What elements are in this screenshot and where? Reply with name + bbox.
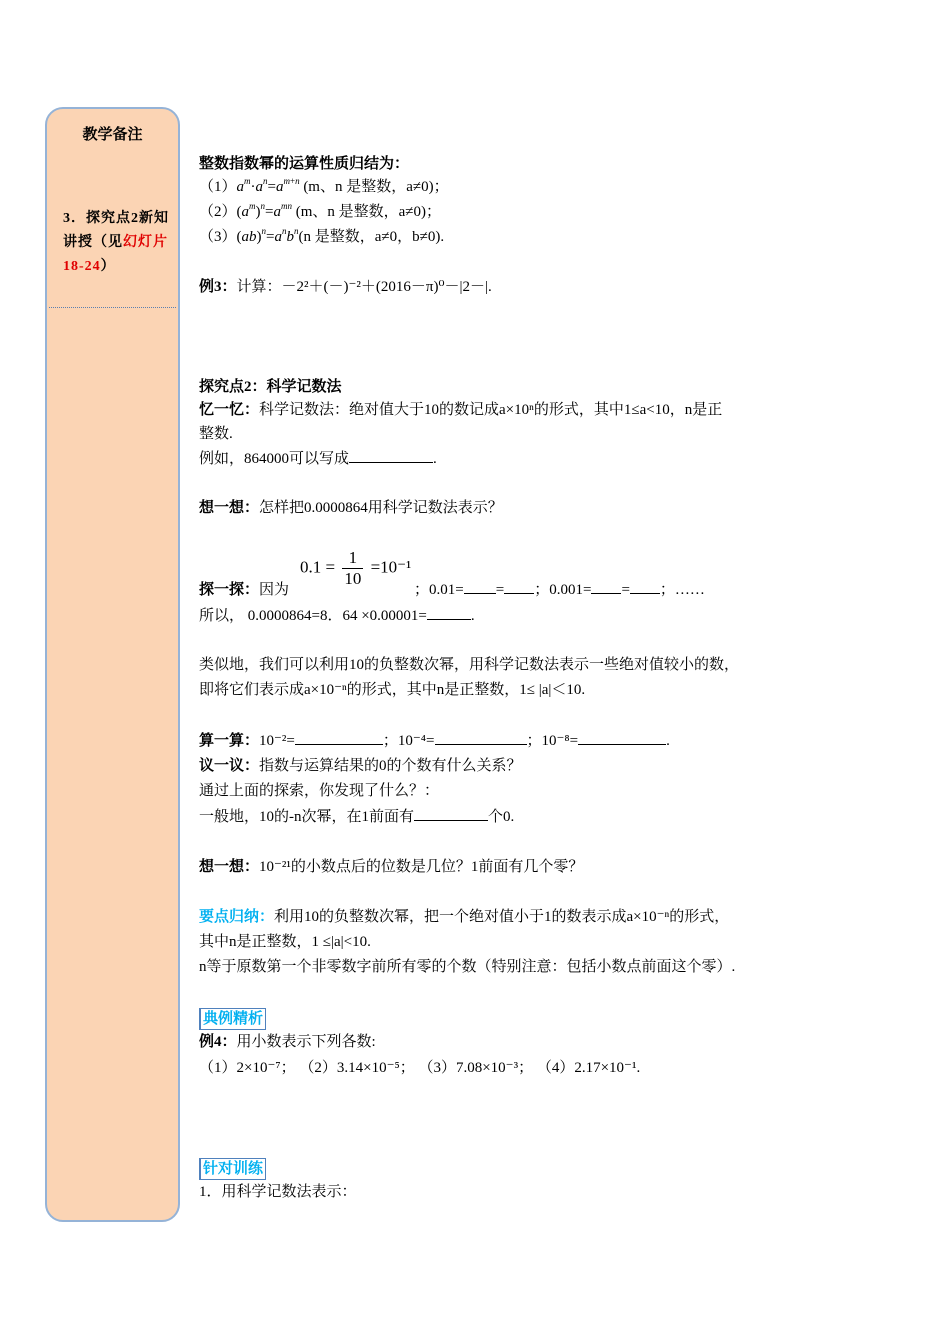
- found-line: 通过上面的探索，你发现了什么？：: [199, 783, 440, 799]
- section-2-heading: 探究点2：科学记数法: [199, 379, 342, 395]
- calc-line: 算一算：10⁻²= ；10⁻⁴= ；10⁻⁸= .: [199, 730, 670, 752]
- analog-line-2: 即将它们表示成a×10⁻ⁿ的形式，其中n是正整数，1≤ |a|＜10.: [199, 682, 586, 698]
- discuss-line: 议一议：指数与运算结果的0的个数有什么关系？: [199, 758, 522, 774]
- sidebar-divider: [49, 307, 176, 308]
- typical-example-tag: 典例精析: [199, 1008, 266, 1030]
- think-1: 想一想：怎样把0.0000864用科学记数法表示？: [199, 500, 503, 516]
- example-4-items: （1）2×10⁻⁷； （2）3.14×10⁻⁵； （3）7.08×10⁻³； （4）2.17×10⁻¹.: [199, 1060, 641, 1076]
- sidebar-title: 教学备注: [82, 127, 143, 143]
- rule-3: $(3)(ab)^n=a^nb^n(n$ 是整数，a≠0，b≠0).: [199, 226, 445, 245]
- teaching-notes-sidebar: [45, 107, 180, 1222]
- practice-tag: 针对训练: [199, 1158, 266, 1180]
- example-line: 例如，864000可以写成 .: [199, 448, 437, 470]
- general-line: 一般地，10的-n次幂，在1前面有 个0.: [199, 806, 514, 828]
- recall-line-2: 整数.: [199, 426, 233, 442]
- sidebar-note-slides: 幻灯片18-24: [63, 235, 168, 274]
- sidebar-note-paren-close: ）: [100, 259, 116, 274]
- think-2: 想一想：10⁻²¹的小数点后的位数是几位？1前面有几个零？: [199, 859, 584, 875]
- so-line: 所以， 0.0000864=8．64 ×0.00001= .: [199, 605, 475, 627]
- sidebar-note-text: 3．探究点2新知讲授: [63, 211, 169, 250]
- example-4: 例4：用小数表示下列各数:: [199, 1034, 376, 1050]
- practice-item-1: 1．用科学记数法表示：: [199, 1184, 357, 1200]
- key-points-3: n等于原数第一个非零数字前所有零的个数（特别注意：包括小数点前面这个零）.: [199, 959, 736, 975]
- example-3: 例3：计算：－2²＋(－)⁻²＋(2016－π)⁰－|2－|.: [199, 279, 492, 295]
- analog-line-1: 类似地，我们可以利用10的负整数次幂，用科学记数法表示一些绝对值较小的数，: [199, 657, 740, 673]
- rule-2: $(2)(a^m)^n=a^{mn}$ (m、n 是整数，a≠0)；: [199, 201, 442, 220]
- fraction-expression: 0.1 = $\frac{1}{10}$ =10⁻¹: [300, 548, 412, 588]
- explore-line: 探一探：因为 ；0.01= = ；0.001= = ；……: [199, 579, 705, 601]
- sidebar-note-paren-open: （见: [93, 235, 123, 250]
- key-points-1: 要点归纳：利用10的负整数次幂，把一个绝对值小于1的数表示成a×10⁻ⁿ的形式，: [199, 909, 730, 925]
- recall-line: 忆一忆：科学记数法：绝对值大于10的数记成a×10ⁿ的形式，其中1≤a<10，n是正: [199, 402, 723, 418]
- rules-heading: 整数指数幂的运算性质归结为：: [199, 156, 410, 172]
- key-points-2: 其中n是正整数，1 ≤|a|<10.: [199, 934, 371, 950]
- rule-1: $(1)a^m\cdot a^n=a^{m+n}$ (m、n 是整数，a≠0)；: [199, 176, 449, 195]
- sidebar-note: [63, 207, 169, 279]
